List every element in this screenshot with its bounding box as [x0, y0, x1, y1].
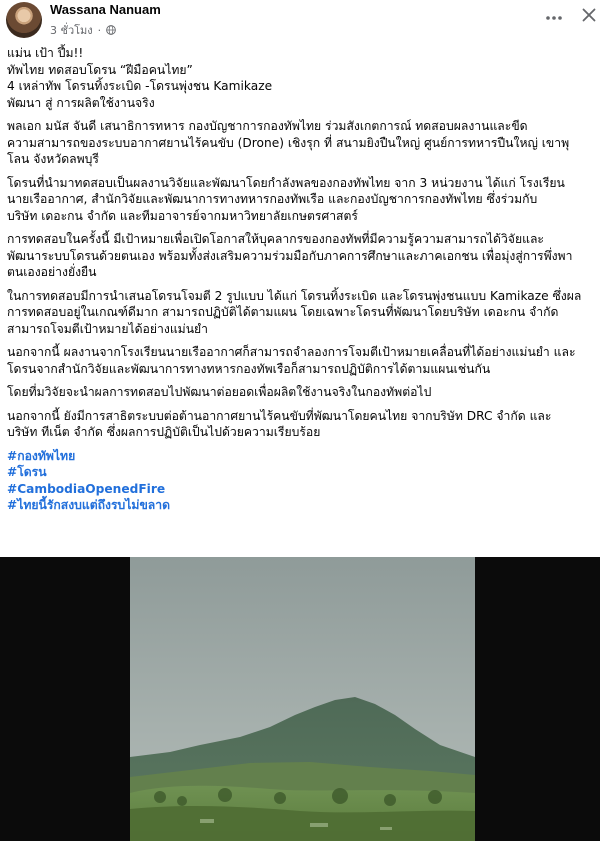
headline-line-2: ทัพไทย ทดสอบโดรน “ฝีมือคนไทย” — [7, 62, 193, 77]
paragraph-2-line-2: นายเรืออากาศ, สำนักวิจัยและพัฒนาการทางทหารกองทัพเรือ และกองบัญชาการกองทัพไทย ซึ่งร่วมกับ — [7, 192, 538, 206]
paragraph-1-line-2: ความสามารถของระบบอากาศยานไร้คนขับ (Drone) เชิงรุก ที่ สนามยิงปืนใหญ่ ศูนย์การทหารปืนใหญ่ เขาพุ — [7, 135, 570, 150]
headline-line-4: พัฒนา สู่ การผลิตใช้งานจริง — [7, 95, 155, 110]
paragraph-3-line-1: การทดสอบในครั้งนี้ มีเป้าหมายเพื่อเปิดโอกาสให้บุคลากรของกองทัพที่มีความรู้ความสามารถได้วิจัยและ — [7, 232, 544, 246]
post-body — [7, 45, 592, 514]
paragraph-6-line-1: โดยที่มวิจัยจะนำผลการทดสอบไปพัฒนาต่อยอดเพื่อผลิตใช้งานจริงในกองทัพต่อไป — [7, 385, 432, 399]
paragraph-2-line-1: โดรนที่นำมาทดสอบเป็นผลงานวิจัยและพัฒนาโดยกำลังพลของกองทัพไทย จาก 3 หน่วยงาน ได้แก่ โรงเรียน — [7, 175, 565, 190]
paragraph-5-line-2: โดรนจากสำนักวิจัยและพัฒนาการทางทหารกองทัพเรือก็สามารถปฏิบัติการได้ตามแผนเช่นกัน — [7, 361, 491, 376]
video-frame-hillside — [130, 557, 475, 841]
hashtag-link[interactable]: #CambodiaOpenedFire — [7, 481, 166, 496]
globe-icon — [106, 25, 116, 35]
close-icon[interactable] — [578, 4, 600, 26]
paragraph-3-line-2: พัฒนาระบบโดรนด้วยตนเอง พร้อมทั้งส่งเสริมความร่วมมือกับภาคการศึกษาและภาคเอกชน เพื่อมุ่งสู่การพึ่งพา — [7, 248, 573, 263]
paragraph-4-line-3: สามารถโจมตีเป้าหมายได้อย่างแม่นยำ — [7, 321, 209, 336]
paragraph-1-line-3: โลน จังหวัดลพบุรี — [7, 152, 99, 166]
paragraph-2-line-3: บริษัท เดอะกน จำกัด และทีมอาจารย์จากมหาวิทยาลัยเกษตรศาสตร์ — [7, 208, 358, 223]
paragraph-4-line-1: ในการทดสอบมีการนำเสนอโดรนโจมตี 2 รูปแบบ ได้แก่ โดรนทิ้งระเบิด และโดรนพุ่งชนแบบ Kamikaze ซึ่งผล — [7, 288, 582, 303]
post-video[interactable] — [0, 557, 600, 841]
post-header — [0, 0, 600, 40]
paragraph-1-line-1: พลเอก มนัส จันดี เสนาธิการทหาร กองบัญชาการกองทัพไทย ร่วมสังเกตการณ์ ทดสอบผลงานและขีด — [7, 119, 528, 133]
headline-line-3: 4 เหล่าทัพ โดรนทิ้งระเบิด -โดรนพุ่งชน Kamikaze — [7, 79, 273, 93]
author-avatar[interactable] — [6, 2, 42, 38]
headline-line-1: แม่น เป้า ปึ้ม!! — [7, 46, 84, 60]
hashtag-link[interactable]: #ไทยนี้รักสงบแต่ถึงรบไม่ขลาด — [7, 498, 171, 512]
hashtag-link[interactable]: #กองทัพไทย — [7, 448, 76, 463]
paragraph-7-line-1: นอกจากนี้ ยังมีการสาธิตระบบต่อต้านอากาศยานไร้คนขับที่พัฒนาโดยคนไทย จากบริษัท DRC จำกัด และ — [7, 408, 552, 423]
post-timestamp[interactable]: 3 ชั่วโมง — [50, 24, 93, 37]
hashtag-link[interactable]: #โดรน — [7, 465, 47, 479]
post-meta: 3 ชั่วโมง · — [50, 21, 116, 39]
author-name[interactable]: Wassana Nanuam — [50, 2, 161, 17]
paragraph-4-line-2: การทดสอบอยู่ในเกณฑ์ดีมาก สามารถปฏิบัติได้ตามแผน โดยเฉพาะโดรนที่พัฒนาโดยบริษัท เดอะกน จำกัด — [7, 305, 559, 319]
paragraph-7-line-2: บริษัท ทีเน็ต จำกัด ซึ่งผลการปฏิบัติเป็นไปด้วยความเรียบร้อย — [7, 425, 321, 439]
more-horizontal-icon[interactable] — [542, 6, 566, 30]
paragraph-5-line-1: นอกจากนี้ ผลงานจากโรงเรียนนายเรืออากาศก็สามารถจำลองการโจมตีเป้าหมายเคลื่อนที่ได้อย่างแม่นยำ และ — [7, 345, 576, 359]
paragraph-3-line-3: ตนเองอย่างยั่งยืน — [7, 265, 97, 279]
